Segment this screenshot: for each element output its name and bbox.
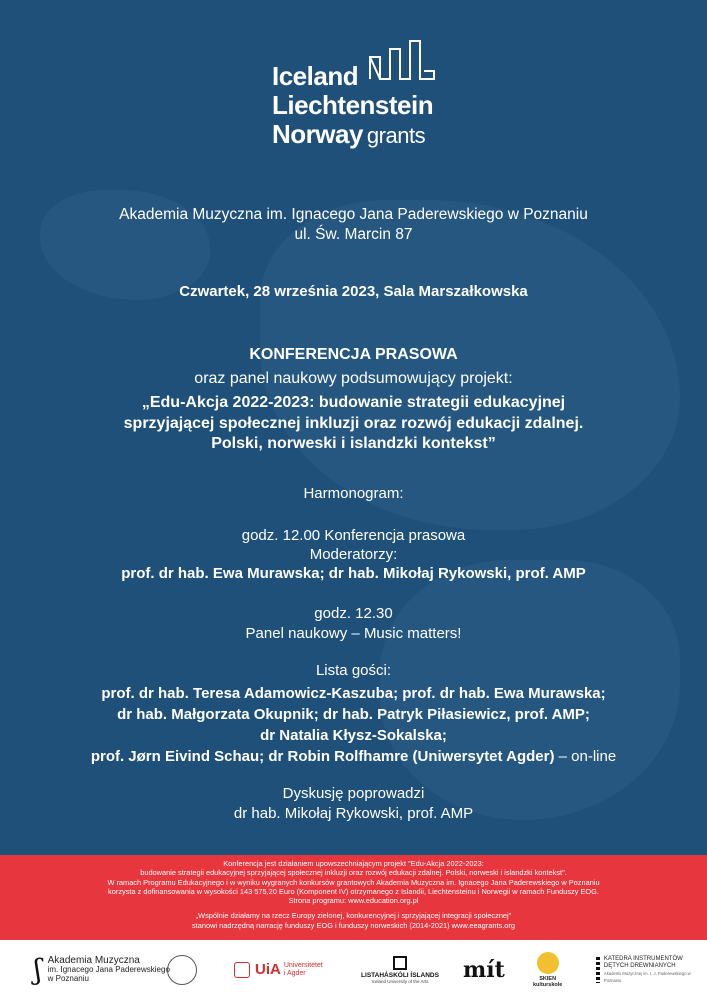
violin-scroll-icon: ʃ — [34, 953, 42, 986]
uia-name: i Agder — [283, 969, 306, 977]
panel-title: Panel naukowy – Music matters! — [245, 625, 462, 642]
skien-name: SKIEN — [539, 975, 557, 982]
disclaimer-line: budowanie strategii edukacyjnej sprzyjającej społecznej inkluzji oraz rozwój edukacji zdalnej. Polski, norweski i islandzki kontekst". — [140, 868, 567, 878]
guest-line: dr hab. Małgorzata Okupnik; dr hab. Patryk Piłasiewicz, prof. AMP; — [117, 706, 590, 723]
press-time: godz. 12.00 Konferencja prasowa — [241, 527, 466, 544]
amp-logo-name: Akademia Muzyczna — [47, 955, 140, 966]
uia-name: Universitetet — [283, 961, 323, 969]
discussion — [0, 784, 707, 824]
katedra-name: KATEDRA INSTRUMENTÓW — [603, 955, 683, 962]
katedra-name: DĘTYCH DREWNIANYCH — [603, 962, 676, 969]
katedra-logo — [596, 940, 707, 999]
logo-word-norway: Norway — [272, 119, 363, 149]
schedule-item-press — [0, 526, 707, 564]
conference-subtitle: oraz panel naukowy podsumowujący projekt: — [194, 370, 513, 387]
amp-logo — [34, 940, 170, 999]
guest-line: dr Natalia Kłysz-Sokalska; — [260, 727, 447, 744]
panel-time: godz. 12.30 — [314, 605, 393, 622]
project-title-line: Polski, norweski i islandzki kontekst” — [211, 435, 496, 452]
lhi-square-icon — [393, 956, 407, 970]
venue-address — [0, 205, 707, 245]
mit-logo — [463, 940, 505, 999]
project-title — [0, 393, 707, 455]
discussion-label: Dyskusję poprowadzi — [282, 785, 425, 802]
katedra-sub: Akademii Muzycznej im. I. J. Paderewskiego w Poznaniu — [603, 970, 691, 983]
flower-icon — [537, 952, 559, 974]
uia-square-icon — [234, 962, 250, 978]
guest-list — [0, 683, 707, 767]
disclaimer-line: Strona programu: www.education.org.pl — [288, 896, 419, 906]
university-seal-logo — [167, 940, 197, 999]
disclaimer-line: Konferencja jest działaniem upowszechniającym projekt "Edu-Akcja 2022-2023: — [223, 859, 484, 868]
venue-name: Akademia Muzyczna im. Ignacego Jana Paderewskiego w Poznaniu — [119, 206, 588, 223]
project-title-line: sprzyjającej społecznej inkluzji oraz rozwój edukacji zdalnej. — [123, 414, 584, 432]
conference-title: KONFERENCJA PRASOWA — [249, 346, 458, 363]
disclaimer-line: korzysta z dofinansowania w wysokości 143 575,20 Euro (Komponent IV) otrzymanego z Islandii, Liechtensteinu i Norwegii w ramach Funduszy EOG. — [108, 886, 599, 896]
schedule-item-panel — [0, 604, 707, 644]
moderators-names: prof. dr hab. Ewa Murawska; dr hab. Mikołaj Rykowski, prof. AMP — [121, 565, 586, 582]
logo-word-grants: grants — [366, 123, 426, 148]
lhi-logo — [358, 940, 442, 999]
uia-short: UiA — [255, 961, 281, 978]
skien-sub: kulturskole — [533, 981, 563, 988]
disclaimer-line: W ramach Programu Edukacyjnego i w wyniku wygranych konkursów grantowych Akademia Muzyczna im. Ignacego Jana Paderewskiego w Poznaniu — [107, 877, 600, 887]
moderators-label: Moderatorzy: — [309, 546, 398, 563]
project-title-line: „Edu-Akcja 2022-2023: budowanie strategii edukacyjnej — [141, 394, 566, 411]
mit-text: mít — [463, 956, 505, 983]
uia-logo — [234, 940, 323, 999]
amp-logo-sub: w Poznaniu — [47, 974, 89, 983]
lhi-name: LISTAHÁSKÓLI ÍSLANDS — [361, 971, 439, 979]
eea-grants-logo — [272, 62, 452, 154]
disclaimer-line: „Wspólnie działamy na rzecz Europy zielonej, konkurencyjnej i sprzyjającej integracji społecznej" — [195, 911, 512, 921]
venue-street: ul. Św. Marcin 87 — [294, 226, 413, 243]
online-note: – on-line — [554, 748, 617, 765]
stripes-icon — [596, 957, 600, 983]
amp-logo-sub: im. Ignacego Jana Paderewskiego — [47, 965, 170, 974]
logo-word-iceland: Iceland — [272, 61, 359, 91]
skien-logo — [533, 940, 562, 999]
map-background-shape — [260, 200, 680, 530]
guests-label: Lista gości: — [315, 662, 392, 679]
schedule-heading: Harmonogram: — [303, 485, 404, 502]
event-date: Czwartek, 28 września 2023, Sala Marszałkowska — [179, 283, 528, 300]
ascending-bars-outline-icon — [368, 37, 436, 81]
lhi-sub: Iceland University of the Arts — [371, 978, 429, 984]
logo-word-liechtenstein: Liechtenstein — [272, 90, 434, 120]
funding-disclaimer-band — [0, 855, 707, 940]
partner-logos-footer — [0, 940, 707, 999]
guest-line: prof. dr hab. Teresa Adamowicz-Kaszuba; prof. dr hab. Ewa Murawska; — [101, 685, 606, 702]
discussion-host: dr hab. Mikołaj Rykowski, prof. AMP — [233, 805, 474, 822]
seal-icon — [167, 955, 197, 985]
disclaimer-line: stanowi nadrzędną narrację funduszy EOG i funduszy norweskich (2014-2021) www.eeagrants.org — [192, 920, 515, 930]
guest-line: prof. Jørn Eivind Schau; dr Robin Rolfhamre (Uniwersytet Agder) — [90, 748, 555, 765]
